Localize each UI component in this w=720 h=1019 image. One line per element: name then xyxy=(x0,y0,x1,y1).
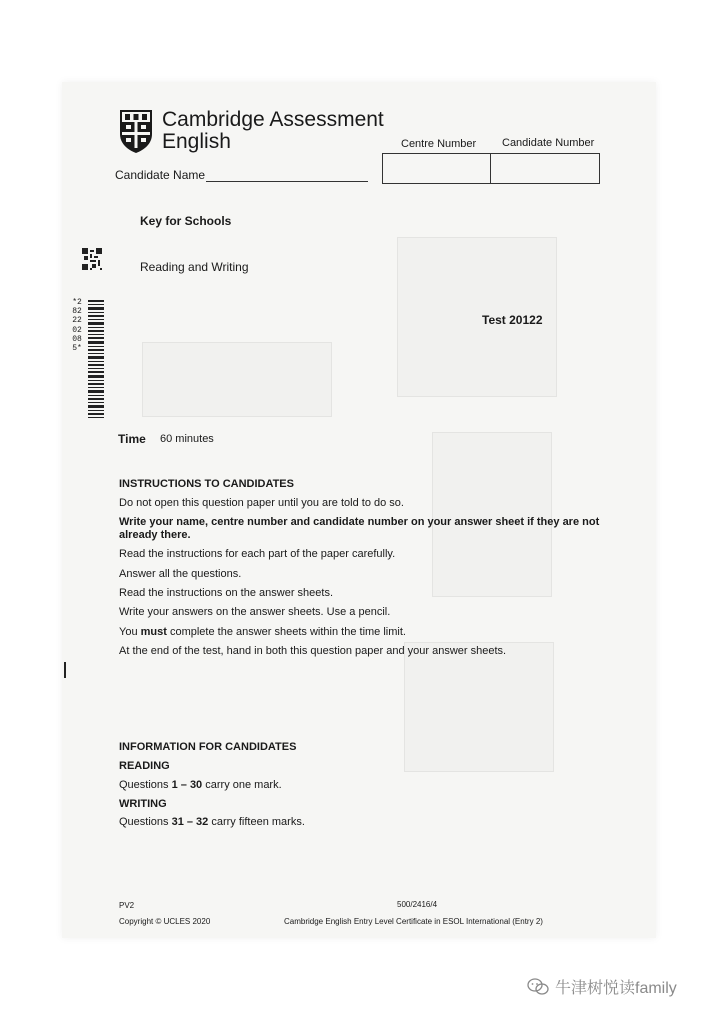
writing-prefix: Questions xyxy=(119,816,172,828)
writing-range: 31 – 32 xyxy=(171,816,209,828)
number-box-divider xyxy=(490,154,491,183)
instruction-item: At the end of the test, hand in both this question paper and your answer sheets. xyxy=(119,645,507,657)
footer-copyright: Copyright © UCLES 2020 xyxy=(119,917,211,926)
instruction-item: Write your answers on the answer sheets. Use a pencil. xyxy=(119,606,391,618)
watermark xyxy=(527,975,677,998)
instructions-section xyxy=(119,478,609,490)
time-label: Time xyxy=(118,432,146,446)
margin-mark xyxy=(64,662,66,678)
qr-code-icon xyxy=(82,248,102,270)
barcode-icon xyxy=(88,300,104,418)
information-heading: INFORMATION FOR CANDIDATES xyxy=(119,741,297,753)
reading-range: 1 – 30 xyxy=(171,779,203,791)
reading-suffix: carry one mark. xyxy=(202,779,282,791)
crest-icon xyxy=(118,108,154,154)
time-value: 60 minutes xyxy=(160,433,214,445)
logo-line-1: Cambridge Assessment xyxy=(162,108,384,131)
must-prefix: You xyxy=(119,626,141,638)
candidate-name-label: Candidate Name xyxy=(115,168,206,182)
show-through-box xyxy=(142,342,332,417)
candidate-number-label: Candidate Number xyxy=(502,137,595,149)
instruction-item: Write your name, centre number and candidate number on your answer sheet if they are not already there. xyxy=(119,516,600,541)
instruction-item-must xyxy=(119,626,609,639)
watermark-text: 牛津树悦读family xyxy=(555,980,677,997)
instruction-item: Do not open this question paper until you are told to do so. xyxy=(119,497,404,509)
centre-number-label: Centre Number xyxy=(401,138,477,150)
paper-name: Reading and Writing xyxy=(140,260,249,274)
must-word: must xyxy=(140,626,167,638)
must-suffix: complete the answer sheets within the time limit. xyxy=(166,626,406,638)
chat-bubble-icon xyxy=(527,978,549,996)
test-code: Test 20122 xyxy=(482,313,543,327)
exam-title: Key for Schools xyxy=(140,214,232,228)
writing-suffix: carry fifteen marks. xyxy=(208,816,305,828)
footer-code: PV2 xyxy=(119,901,135,910)
number-boxes xyxy=(382,153,600,184)
footer-certificate: Cambridge English Entry Level Certificate in ESOL International (Entry 2) xyxy=(284,917,543,926)
instruction-item: Answer all the questions. xyxy=(119,568,242,580)
footer-ref: 500/2416/4 xyxy=(397,900,438,909)
cambridge-logo xyxy=(118,108,384,154)
reading-info xyxy=(119,779,609,792)
logo-text xyxy=(162,109,384,153)
writing-info xyxy=(119,816,609,829)
instructions-heading: INSTRUCTIONS TO CANDIDATES xyxy=(119,478,294,490)
instruction-item: Read the instructions for each part of the paper carefully. xyxy=(119,548,396,560)
logo-line-2: English xyxy=(162,130,231,153)
barcode-number: *2822202085* xyxy=(72,298,82,354)
candidate-name-line xyxy=(206,181,368,182)
writing-heading: WRITING xyxy=(119,798,167,810)
reading-prefix: Questions xyxy=(119,779,172,791)
instruction-item: Read the instructions on the answer sheets. xyxy=(119,587,334,599)
reading-heading: READING xyxy=(119,760,170,772)
